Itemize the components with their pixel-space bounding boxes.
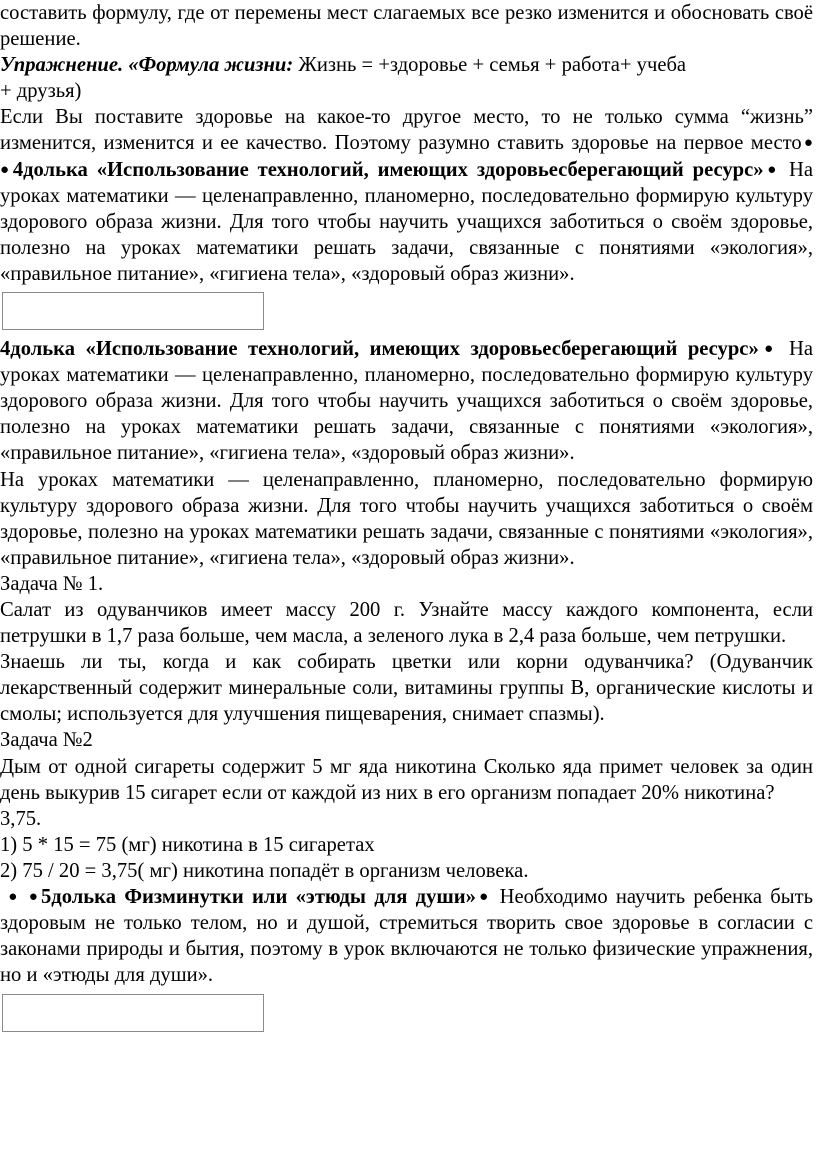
share5-heading: 5долька Физминутки или «этюды для души» [41, 886, 476, 908]
task2-answer-text: 3,75. [0, 807, 42, 830]
task2-title-text: Задача №2 [0, 729, 93, 752]
task1-info-text: Знаешь ли ты, когда и как собирать цветки или корни одуванчика? (Одуванчик лекарственный содержит минеральные соли, витамины группы В, органические кислоты и смолы; используется для улучшения пищеварения, снимает спазмы). [0, 651, 813, 726]
bullet-icon: ● [801, 135, 813, 152]
share5-paragraph [0, 884, 813, 988]
intro-text: составить формулу, где от перемены мест слагаемых все резко изменится и обосновать своё решение. [0, 2, 813, 51]
bullet-icon: ● [28, 889, 41, 905]
task1-title [0, 571, 813, 597]
exercise-formula: Жизнь = +здоровье + семья + работа+ учеба [293, 54, 687, 77]
health-paragraph [0, 104, 813, 287]
share4-plain-paragraph [0, 467, 813, 571]
image-placeholder [2, 994, 264, 1032]
task2-text: Дым от одной сигареты содержит 5 мг яда никотина Сколько яда примет человек за один день выкурив 15 сигарет если от каждой из них в его организм попадает 20% никотина? [0, 755, 813, 804]
task1-paragraph [0, 597, 813, 649]
bullet-icon: ● [475, 889, 492, 905]
task2-paragraph [0, 754, 813, 806]
share4-text: На уроках математики — целенаправленно, планомерно, последовательно формирую культуру здорового образа жизни. Для того чтобы научить учащихся заботиться о своём здоровье, полезно на уроках математики решать задачи, связанные с понятиями «экология», «правильное питание», «гигиена тела», «здоровый образ жизни». [0, 158, 814, 285]
share4-text-repeat: На уроках математики — целенаправленно, планомерно, последовательно формирую культуру здорового образа жизни. Для того чтобы научить учащихся заботиться о своём здоровье, полезно на уроках математики решать задачи, связанные с понятиями «экология», «правильное питание», «гигиена тела», «здоровый образ жизни». [0, 338, 814, 465]
share4-plain-text: На уроках математики — целенаправленно, планомерно, последовательно формирую культуру здорового образа жизни. Для того чтобы научить учащихся заботиться о своём здоровье, полезно на уроках математики решать задачи, связанные с понятиями «экология», «правильное питание», «гигиена тела», «здоровый образ жизни». [0, 468, 813, 569]
task2-step-2-text: 2) 75 / 20 = 3,75( мг) никотина попадёт в организм человека. [0, 859, 529, 882]
task1-info-paragraph [0, 649, 813, 727]
task2-answer [0, 806, 813, 832]
task2-step-1 [0, 832, 813, 858]
bullet-icon: ● [758, 341, 779, 358]
bullet-icon: ● [763, 161, 781, 178]
share4-heading-repeat: 4долька «Использование технологий, имеющих здоровьесберегающий ресурс» [0, 338, 759, 361]
share4-heading: 4долька «Использование технологий, имеющих здоровьесберегающий ресурс» [12, 158, 764, 181]
share5-text: Необходимо научить ребенка быть здоровым не только телом, но и душой, стремиться творить свое здоровье в согласии с законами природы и бытия, поэтому в урок включаются не только физические упражнения, но и «этюды для души». [0, 886, 814, 987]
share4-paragraph [0, 336, 813, 466]
bullet-icon: ● [0, 161, 13, 178]
exercise-formula-end: + друзья) [0, 80, 82, 103]
task2-title [0, 727, 813, 753]
exercise-paragraph [0, 52, 813, 104]
task2-step-2 [0, 858, 813, 884]
task1-text: Салат из одуванчиков имеет массу 200 г. Узнайте массу каждого компонента, если петрушки в 1,7 раза больше, чем масла, а зеленого лука в 2,4 раза больше, чем петрушки. [0, 598, 813, 648]
exercise-title: Упражнение. «Формула жизни: [0, 54, 294, 77]
bullet-icon: ● [8, 889, 21, 905]
health-text: Если Вы поставите здоровье на какое-то другое место, то не только сумма “жизнь” изменится, изменится и ее качество. Поэтому разумно ставить здоровье на первое место [0, 106, 813, 155]
task1-title-text: Задача № 1. [0, 572, 104, 595]
intro-paragraph [0, 0, 813, 52]
task2-step-1-text: 1) 5 * 15 = 75 (мг) никотина в 15 сигаретах [0, 833, 375, 856]
image-placeholder [2, 292, 264, 330]
